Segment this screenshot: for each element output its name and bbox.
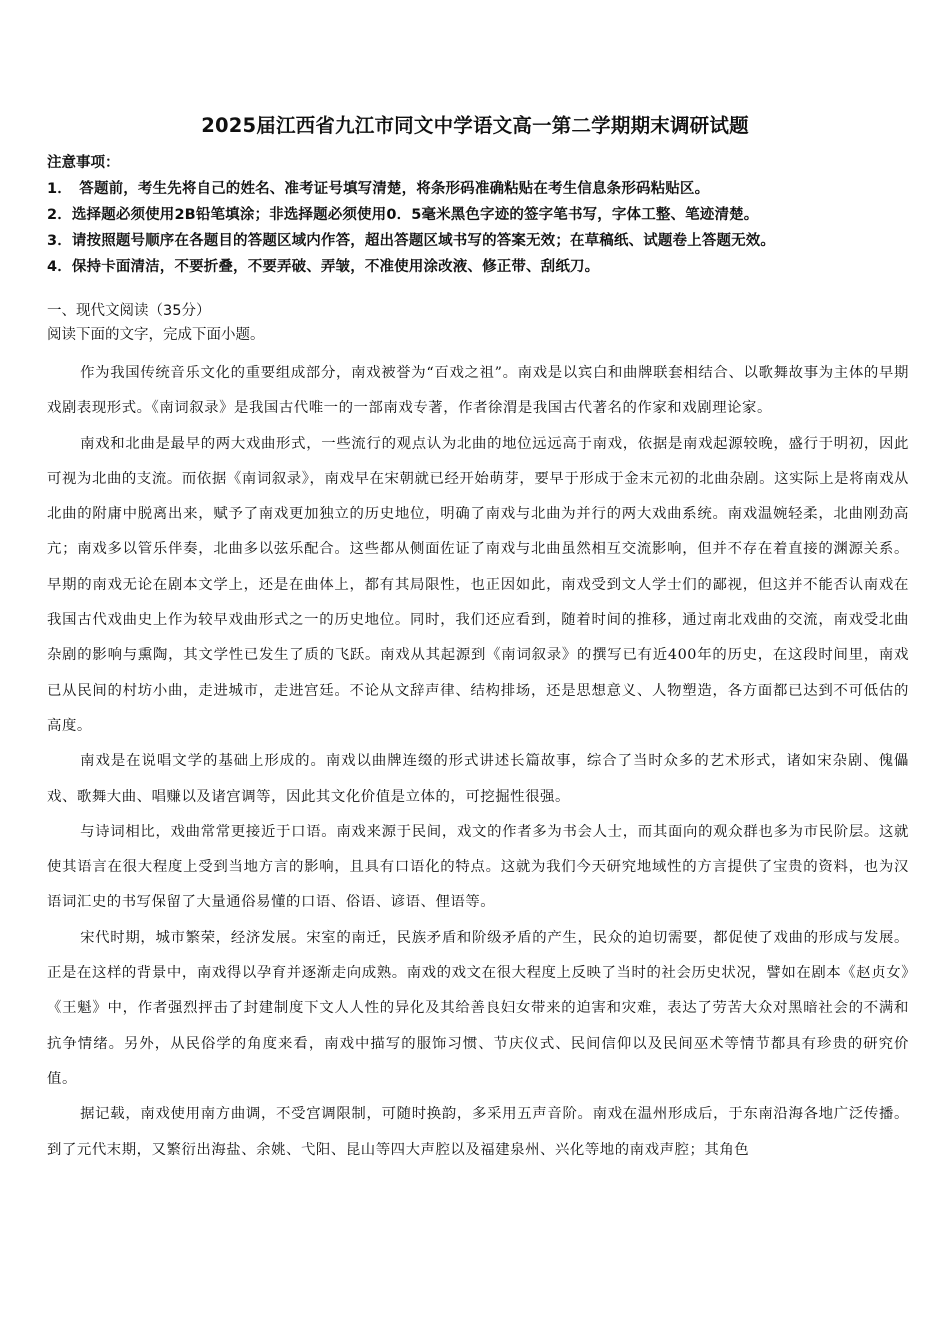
notice-item: 2．选择题必须使用2B铅笔填涂；非选择题必须使用0．5毫米黑色字迹的签字笔书写，字体工整、笔迹清楚。 xyxy=(47,207,759,223)
section-instruction: 阅读下面的文字，完成下面小题。 xyxy=(47,327,265,343)
section-heading: 一、现代文阅读（35分） xyxy=(47,303,211,319)
section-header xyxy=(47,299,917,347)
passage-paragraph: 南戏是在说唱文学的基础上形成的。南戏以曲牌连缀的形式讲述长篇故事，综合了当时众多的艺术形式，诸如宋杂剧、傀儡戏、歌舞大曲、唱赚以及诸宫调等，因此其文化价值是立体的，可挖掘性很强。 xyxy=(47,753,909,805)
notice-heading: 注意事项： xyxy=(47,155,120,171)
exam-title: 2025届江西省九江市同文中学语文高一第二学期期末调研试题 xyxy=(201,114,749,137)
reading-passage xyxy=(47,356,909,1168)
passage-paragraph: 据记载，南戏使用南方曲调，不受宫调限制，可随时换韵，多采用五声音阶。南戏在温州形成后，于东南沿海各地广泛传播。到了元代末期，又繁衍出海盐、余姚、弋阳、昆山等四大声腔以及福建泉州、兴化等地的南戏声腔；其角色 xyxy=(47,1106,909,1158)
passage-paragraph: 南戏和北曲是最早的两大戏曲形式，一些流行的观点认为北曲的地位远远高于南戏，依据是南戏起源较晚，盛行于明初，因此可视为北曲的支流。而依据《南词叙录》，南戏早在宋朝就已经开始萌芽，要早于形成于金末元初的北曲杂剧。这实际上是将南戏从北曲的附庸中脱离出来，赋予了南戏更加独立的历史地位，明确了南戏与北曲为并行的两大戏曲系统。南戏温婉轻柔，北曲刚劲高亢；南戏多以管乐伴奏，北曲多以弦乐配合。这些都从侧面佐证了南戏与北曲虽然相互交流影响，但并不存在着直接的渊源关系。早期的南戏无论在剧本文学上，还是在曲体上，都有其局限性，也正因如此，南戏受到文人学士们的鄙视，但这并不能否认南戏在我国古代戏曲史上作为较早戏曲形式之一的历史地位。同时，我们还应看到，随着时间的推移，通过南北戏曲的交流，南戏受北曲杂剧的影响与熏陶，其文学性已发生了质的飞跃。南戏从其起源到《南词叙录》的撰写已有近400年的历史，在这段时间里，南戏已从民间的村坊小曲，走进城市，走进宫廷。不论从文辞声律、结构排场，还是思想意义、人物塑造，各方面都已达到不可低估的高度。 xyxy=(47,435,909,734)
notice-block xyxy=(47,150,917,280)
passage-paragraph: 作为我国传统音乐文化的重要组成部分，南戏被誉为“百戏之祖”。南戏是以宾白和曲牌联套相结合、以歌舞故事为主体的早期戏剧表现形式。《南词叙录》是我国古代唯一的一部南戏专著，作者徐渭是我国古代著名的作家和戏剧理论家。 xyxy=(47,365,909,417)
notice-item: 3．请按照题号顺序在各题目的答题区域内作答，超出答题区域书写的答案无效；在草稿纸、试题卷上答题无效。 xyxy=(47,233,776,249)
passage-paragraph: 宋代时期，城市繁荣，经济发展。宋室的南迁，民族矛盾和阶级矛盾的产生，民众的迫切需要，都促使了戏曲的形成与发展。正是在这样的背景中，南戏得以孕育并逐渐走向成熟。南戏的戏文在很大程度上反映了当时的社会历史状况，譬如在剧本《赵贞女》《王魁》中，作者强烈抨击了封建制度下文人人性的异化及其给善良妇女带来的迫害和灾难，表达了劳苦大众对黑暗社会的不满和抗争情绪。另外，从民俗学的角度来看，南戏中描写的服饰习惯、节庆仪式、民间信仰以及民间巫术等情节都具有珍贵的研究价值。 xyxy=(47,929,909,1087)
notice-item: 1． 答题前，考生先将自己的姓名、准考证号填写清楚，将条形码准确粘贴在考生信息条形码粘贴区。 xyxy=(47,181,710,197)
notice-item: 4．保持卡面清洁，不要折叠，不要弄破、弄皱，不准使用涂改液、修正带、刮纸刀。 xyxy=(47,259,600,275)
passage-paragraph: 与诗词相比，戏曲常常更接近于口语。南戏来源于民间，戏文的作者多为书会人士，而其面向的观众群也多为市民阶层。这就使其语言在很大程度上受到当地方言的影响，且具有口语化的特点。这就为我们今天研究地域性的方言提供了宝贵的资料，也为汉语词汇史的书写保留了大量通俗易懂的口语、俗语、谚语、俚语等。 xyxy=(47,823,909,911)
